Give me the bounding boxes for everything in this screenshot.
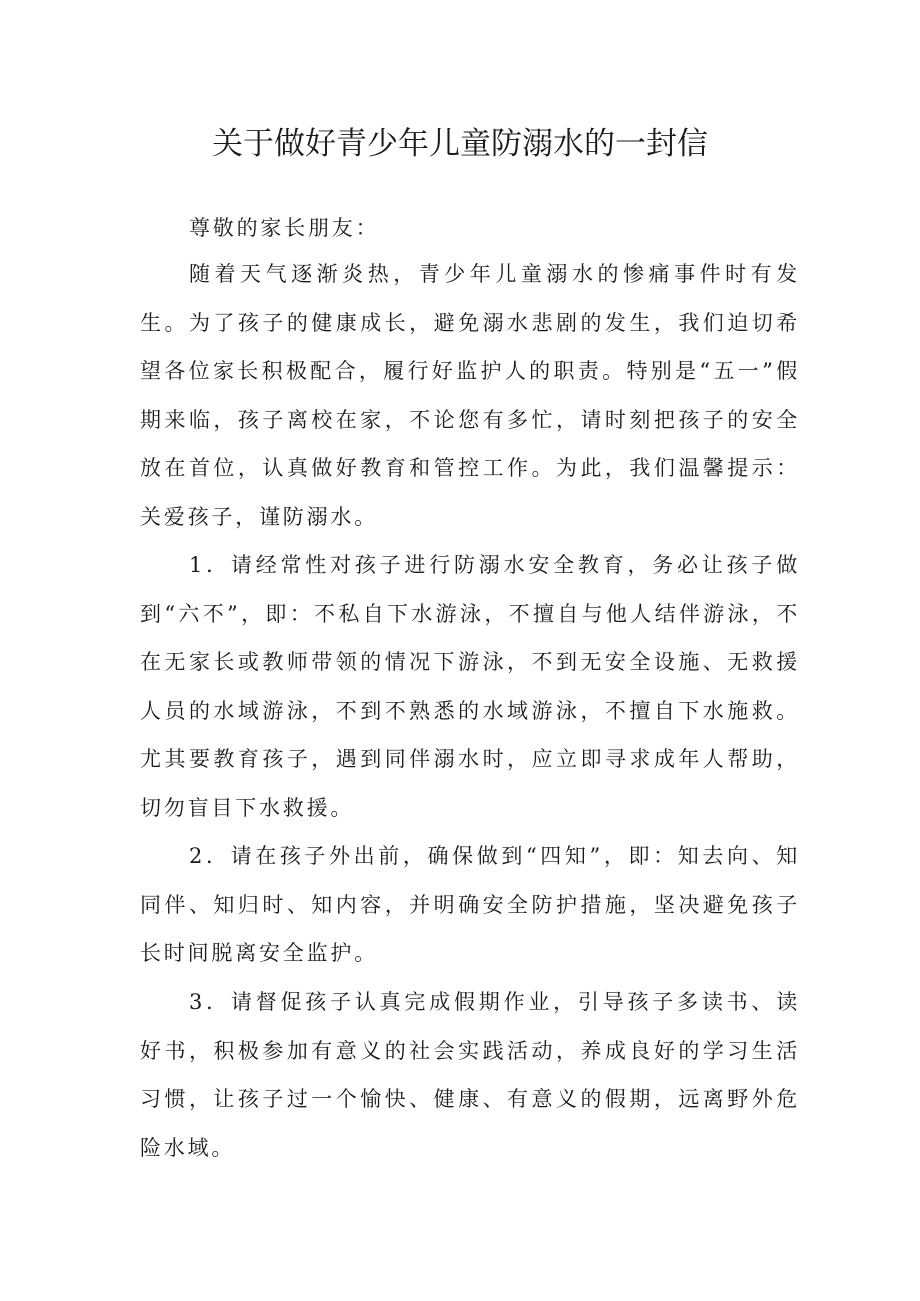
- greeting: 尊敬的家长朋友：: [189, 216, 380, 240]
- paragraph-item-1: 1．请经常性对孩子进行防溺水安全教育，务必让孩子做到“六不”，即：不私自下水游泳，不擅自与他人结伴游泳，不在无家长或教师带领的情况下游泳，不到无安全设施、无救援人员的水域游泳，不到不熟悉的水域游泳，不擅自下水施救。尤其要教育孩子，遇到同伴溺水时，应立即寻求成年人帮助，切勿盲目下水救援。: [140, 553, 800, 820]
- paragraph-intro: 随着天气逐渐炎热，青少年儿童溺水的惨痛事件时有发生。为了孩子的健康成长，避免溺水悲剧的发生，我们迫切希望各位家长积极配合，履行好监护人的职责。特别是“五一”假期来临，孩子离校在家，不论您有多忙，请时刻把孩子的安全放在首位，认真做好教育和管控工作。为此，我们温馨提示：关爱孩子，谨防溺水。: [140, 262, 800, 529]
- paragraph-item-3: 3．请督促孩子认真完成假期作业，引导孩子多读书、读好书，积极参加有意义的社会实践活动，养成良好的学习生活习惯，让孩子过一个愉快、健康、有意义的假期，远离野外危险水域。: [140, 990, 800, 1160]
- paragraph-item-2: 2．请在孩子外出前，确保做到“四知”，即：知去向、知同伴、知归时、知内容，并明确安全防护措施，坚决避免孩子长时间脱离安全监护。: [140, 844, 800, 966]
- document-title: 关于做好青少年儿童防溺水的一封信: [212, 126, 708, 162]
